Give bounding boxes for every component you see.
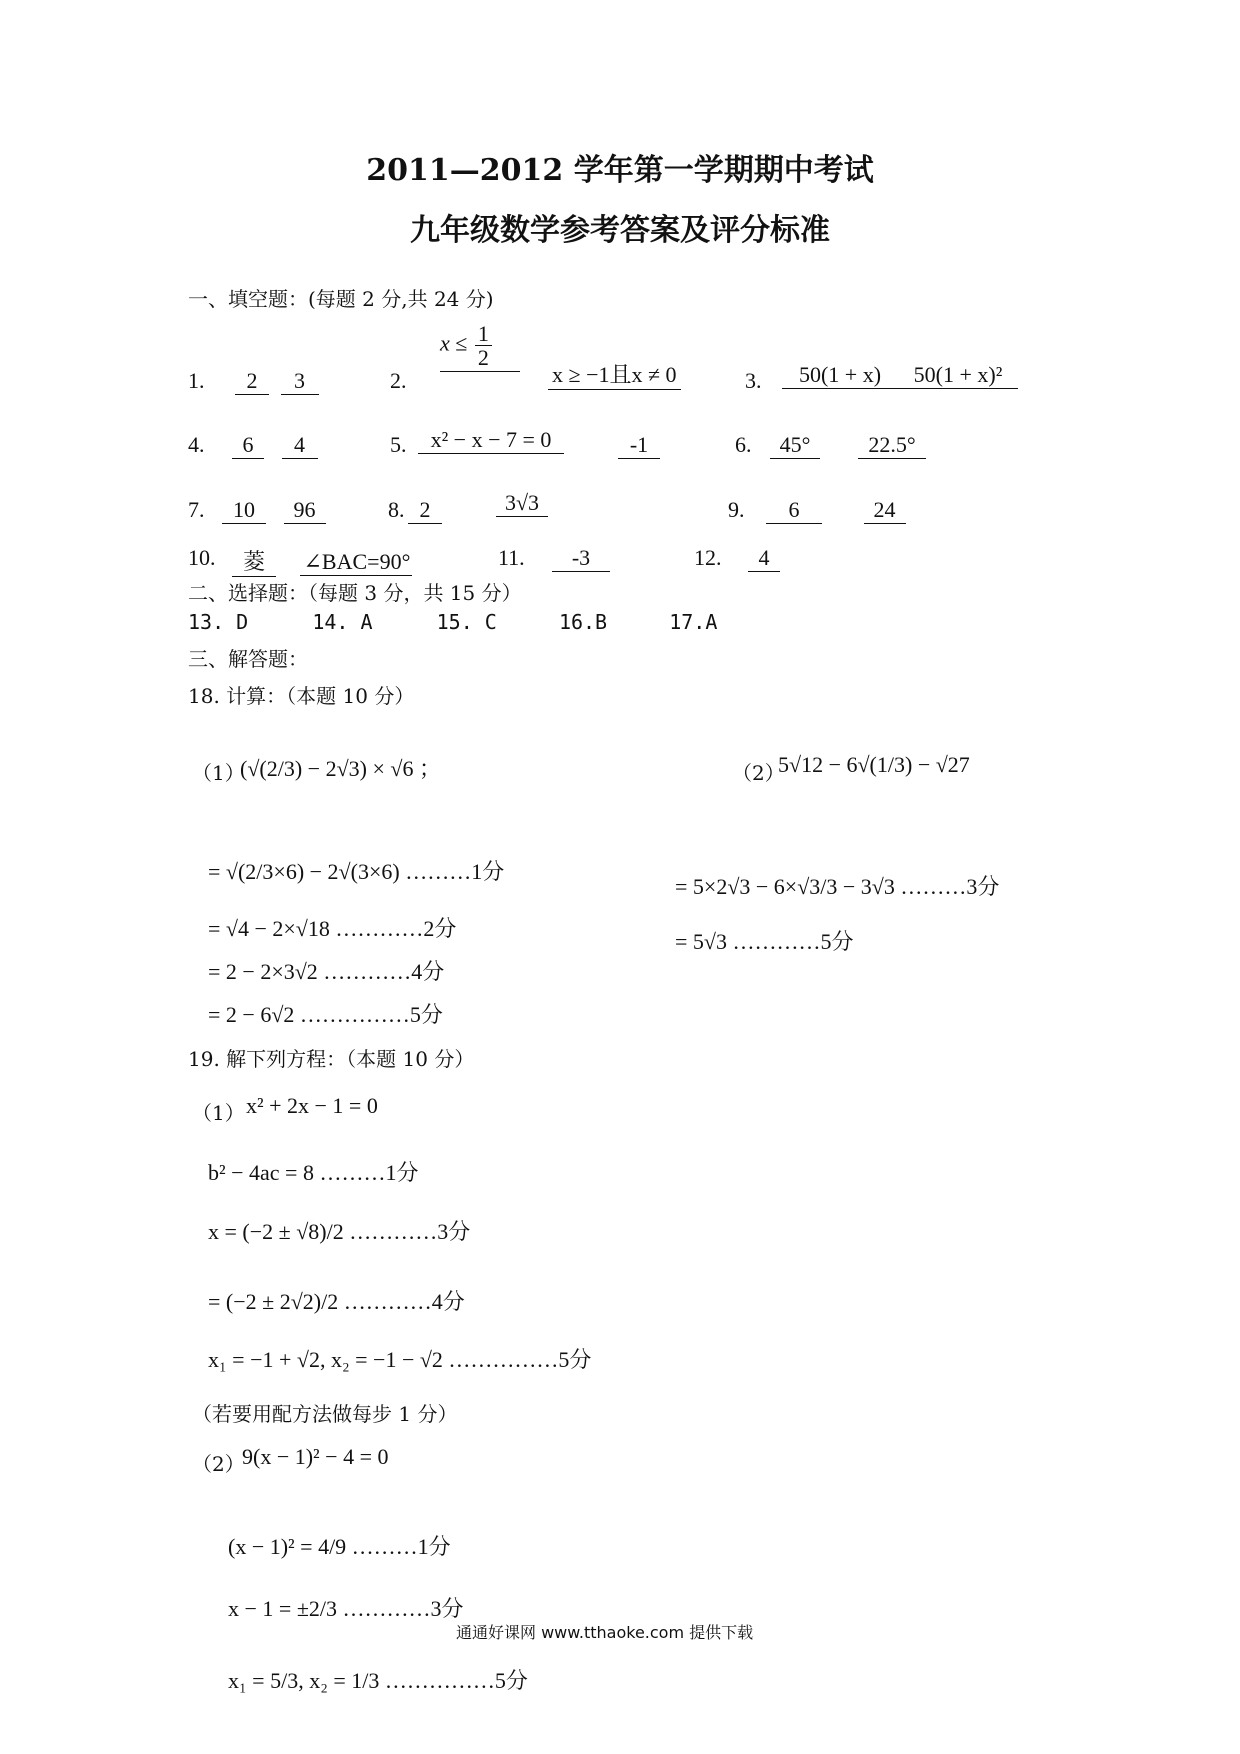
q19-p1-label: （1） <box>192 1101 245 1125</box>
q10-answer-b: ∠BAC=90° <box>300 549 412 576</box>
q18-p1-problem: (√(2/3) − 2√3) × √6 ； <box>240 756 441 781</box>
q19-p1-problem: x² + 2x − 1 = 0 <box>246 1093 378 1118</box>
q4-answer-a: 6 <box>232 432 264 459</box>
q7-answer <box>222 497 326 524</box>
q10-number: 10. <box>188 545 216 570</box>
q4-answer <box>232 432 318 459</box>
q19-note: （若要用配方法做每步 1 分） <box>192 1402 458 1426</box>
q10-answer-a: 菱 <box>232 545 276 577</box>
q2-answer-a: x ≤ $\frac{1}{2}$ <box>440 322 520 372</box>
q19-p2-step-3: x₁ = 5/3, x₂ = 1/3 ……………5分 <box>228 1668 528 1693</box>
q18-p2-step-2: = 5√3 …………5分 <box>675 929 854 954</box>
q18-p1-step-2: = √4 − 2×√18 …………2分 <box>208 916 457 941</box>
section-fill-in: 一、填空题：(每题 2 分,共 24 分) <box>188 287 494 311</box>
choice-14: 14. A <box>312 610 373 634</box>
section-choice: 二、选择题：（每题 3 分，共 15 分） <box>188 581 522 605</box>
q1-number: 1. <box>188 368 205 393</box>
q10-answer <box>232 545 412 577</box>
choice-17: 17.A <box>669 610 718 634</box>
choice-13: 13. D <box>188 610 249 634</box>
q19-p1-step-1: b² − 4ac = 8 ………1分 <box>208 1160 419 1185</box>
q5-number: 5. <box>390 432 407 457</box>
q19-p1-step-3: = (−2 ± 2√2)/2 …………4分 <box>208 1289 465 1314</box>
q9-number: 9. <box>728 497 745 522</box>
q11-answer: -3 <box>552 545 610 572</box>
q3-answer-a: 50(1 + x) <box>782 362 898 389</box>
q18-heading: 18. 计算：（本题 10 分） <box>188 684 415 708</box>
choice-15: 15. C <box>436 610 497 634</box>
q5-answer-b: -1 <box>618 432 660 459</box>
q4-answer-b: 4 <box>282 432 318 459</box>
q6-answer-a: 45° <box>770 432 820 459</box>
q12-answer: 4 <box>748 545 780 572</box>
q2-number: 2. <box>390 368 407 393</box>
page-title: 2011—2012 学年第一学期期中考试 <box>366 153 874 188</box>
q7-number: 7. <box>188 497 205 522</box>
q3-number: 3. <box>745 368 762 393</box>
choice-16: 16.B <box>558 610 608 634</box>
q3-answer-b: 50(1 + x)² <box>898 362 1018 389</box>
q2-answer-b: x ≥ −1且x ≠ 0 <box>548 358 681 390</box>
q18-p1-step-1: = √(2/3×6) − 2√(3×6) ………1分 <box>208 859 505 884</box>
q7-answer-b: 96 <box>284 497 326 524</box>
page-subtitle: 九年级数学参考答案及评分标准 <box>410 213 830 248</box>
q9-answer <box>766 497 906 524</box>
q19-heading: 19. 解下列方程：（本题 10 分） <box>188 1047 475 1071</box>
q19-p2-step-2: x − 1 = ±2/3 …………3分 <box>228 1596 464 1621</box>
q9-answer-b: 24 <box>864 497 906 524</box>
q8-answer-b: 3√3 <box>496 490 548 517</box>
q7-answer-a: 10 <box>222 497 266 524</box>
choice-answers <box>188 610 717 634</box>
q1-answer-a: 2 <box>235 368 269 395</box>
q8-number: 8. <box>388 497 405 522</box>
q4-number: 4. <box>188 432 205 457</box>
q18-p1-step-4: = 2 − 6√2 ……………5分 <box>208 1002 443 1027</box>
q6-number: 6. <box>735 432 752 457</box>
q18-p2-step-1: = 5×2√3 − 6×√3/3 − 3√3 ………3分 <box>675 874 1000 899</box>
q19-p2-problem: 9(x − 1)² − 4 = 0 <box>242 1444 389 1469</box>
q12-number: 12. <box>694 545 722 570</box>
footer-source: 通通好课网 www.tthaoke.com 提供下载 <box>456 1623 754 1642</box>
q19-p1-step-4: x₁ = −1 + √2, x₂ = −1 − √2 ……………5分 <box>208 1347 592 1372</box>
q9-answer-a: 6 <box>766 497 822 524</box>
q11-number: 11. <box>498 545 525 570</box>
q19-p2-step-1: (x − 1)² = 4/9 ………1分 <box>228 1534 451 1559</box>
q18-p1-step-3: = 2 − 2×3√2 …………4分 <box>208 959 445 984</box>
q1-answer-b: 3 <box>281 368 319 395</box>
q19-p1-step-2: x = (−2 ± √8)/2 …………3分 <box>208 1219 471 1244</box>
q5-answer-a: x² − x − 7 = 0 <box>418 427 564 454</box>
q1-answer <box>235 368 319 395</box>
section-solve: 三、解答题： <box>188 647 308 671</box>
q18-p2-problem: 5√12 − 6√(1/3) − √27 <box>778 752 970 777</box>
q19-p2-label: （2） <box>192 1452 245 1476</box>
q8-answer-a: 2 <box>408 497 442 524</box>
q18-p2-label: （2） <box>732 761 785 785</box>
q18-p1-label: （1） <box>192 761 245 785</box>
q6-answer-b: 22.5° <box>858 432 926 459</box>
